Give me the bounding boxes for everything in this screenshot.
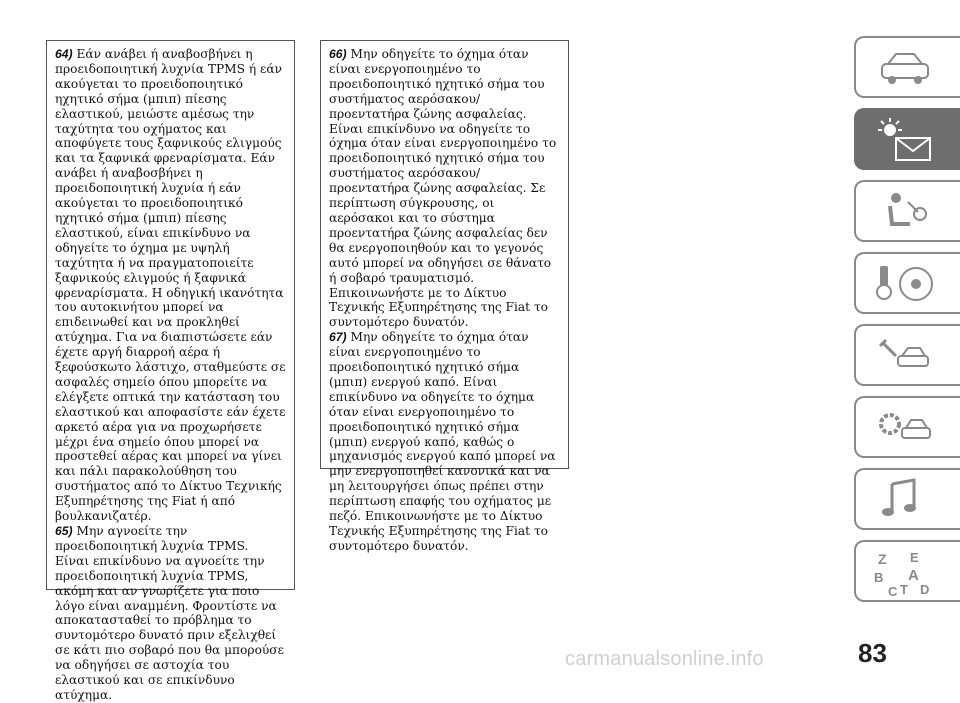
chapter-sidebar xyxy=(854,36,960,636)
wrench-car-icon xyxy=(870,332,940,380)
tab-car[interactable] xyxy=(854,36,960,98)
index-letter: B xyxy=(874,570,884,585)
tab-warning-lights[interactable] xyxy=(854,108,960,170)
note-65 xyxy=(55,524,286,703)
note-64-id: 64) xyxy=(55,47,73,61)
note-66-id: 66) xyxy=(329,47,347,61)
music-note-icon xyxy=(870,476,940,524)
note-67-id: 67) xyxy=(329,330,347,345)
note-67 xyxy=(329,330,560,554)
car-icon xyxy=(870,44,940,92)
tab-starting-driving[interactable] xyxy=(854,252,960,314)
note-65-id: 65) xyxy=(55,524,73,538)
index-letter: C xyxy=(888,584,898,598)
note-64 xyxy=(55,47,286,524)
index-letter: A xyxy=(908,567,919,584)
index-letter: Z xyxy=(878,551,887,567)
index-letter: D xyxy=(920,582,930,597)
note-66 xyxy=(329,47,560,330)
left-warning-column xyxy=(46,40,295,702)
seat-airbag-icon xyxy=(870,188,940,236)
index-letter: T xyxy=(900,582,908,597)
note-64-text: Εάν ανάβει ή αναβοσβήνει η προειδοποιητική λυχνία TPMS ή εάν ακούγεται το προειδοποιητικό ηχητικό σήμα (μπιπ) πίεσης ελαστικού, μειώστε αμέσως την ταχύτητα του οχήματος και αποφύγετε τους ξαφνικούς ελιγμούς και τα ξαφνικά φρεναρίσματα. Εάν ανάβει ή αναβοσβήνει η προειδοποιητική λυχνία ή εάν ακούγεται το προειδοποιητικό ηχητικό σήμα (μπιπ) πίεσης ελαστικού, είναι επικίνδυνο να οδηγείτε το όχημα με υψηλή ταχύτητα ή να πραγματοποιείτε ξαφνικούς ελιγμούς ή ξαφνικά φρεναρίσματα. Η οδηγική ικανότητα του αυτοκινήτου μπορεί να επιδεινωθεί και να προκληθεί ατύχημα. Για να διαπιστώσετε εάν έχετε αργή διαρροή αέρα ή ξεφούσκωτο λάστιχο, σταθμεύστε σε ασφαλές σημείο όπου μπορείτε να ελέγξετε οπτικά την κατάσταση του ελαστικού και αποφασίστε εάν έχετε αρκετό αέρα για να προχωρήσετε μέχρι ένα σημείο όπου μπορεί να προστεθεί αέρας και μπορεί να γίνει και πάλι παρακολούθηση του συστήματος από το Δίκτυο Τεχνικής Εξυπηρέτησης της Fiat ή από βουλκανιζατέρ. xyxy=(55,47,286,524)
tab-safety[interactable] xyxy=(854,180,960,242)
tab-multimedia[interactable] xyxy=(854,468,960,530)
tab-maintenance[interactable] xyxy=(854,396,960,458)
tab-index[interactable] xyxy=(854,540,960,602)
tab-emergency[interactable] xyxy=(854,324,960,386)
key-steering-wheel-icon xyxy=(870,260,940,308)
watermark: carmanualsonline.info xyxy=(565,648,764,670)
note-67-text: Μην οδηγείτε το όχημα όταν είναι ενεργοποιημένο το προειδοποιητικό ηχητικό σήμα (μπιπ) ενεργού καπό. Είναι επικίνδυνο να οδηγείτε το όχημα όταν είναι ενεργοποιημένο το προειδοποιητικό ηχητικό σήμα (μπιπ) ενεργού καπό, καθώς ο μηχανισμός ενεργού καπό μπορεί να μην ενεργοποιηθεί κανονικά και να μη λειτουργήσει όπως πρέπει στην περίπτωση επαφής του οχήματος με πεζό. Επικοινωνήστε με το Δίκτυο Τεχνικής Εξυπηρέτησης της Fiat το συντομότερο δυνατόν. xyxy=(329,330,556,553)
note-66-text: Μην οδηγείτε το όχημα όταν είναι ενεργοποιημένο το προειδοποιητικό ηχητικό σήμα του συστήματος αερόσακου/προεντατήρα ζώνης ασφαλείας. Είναι επικίνδυνο να οδηγείτε το όχημα όταν είναι ενεργοποιημένο το προειδοποιητικό ηχητικό σήμα του συστήματος αερόσακου/προεντατήρα ζώνης ασφαλείας. Σε περίπτωση σύγκρουσης, οι αερόσακοι και το σύστημα προεντατήρα ζώνης ασφαλείας δεν θα ενεργοποιηθούν και το γεγονός αυτό μπορεί να οδηγήσει σε θάνατο ή σοβαρό τραυματισμό. Επικοινωνήστε με το Δίκτυο Τεχνικής Εξυπηρέτησης της Fiat το συντομότερο δυνατόν. xyxy=(329,47,557,330)
gear-car-icon xyxy=(870,404,940,452)
note-65-text: Μην αγνοείτε την προειδοποιητική λυχνία TPMS. Είναι επικίνδυνο να αγνοείτε την προειδοποιητική λυχνία TPMS, ακόμη και αν γνωρίζετε για ποιο λόγο είναι αναμμένη. Φροντίστε να αποκατασταθεί το πρόβλημα το συντομότερο δυνατό πριν εξελιχθεί σε κάτι πιο σοβαρό που θα μπορούσε να οδηγήσει σε αστοχία του ελαστικού και σε επικίνδυνο ατύχημα. xyxy=(55,524,284,702)
warning-light-envelope-icon xyxy=(870,116,940,164)
index-letter: E xyxy=(910,550,919,565)
right-warning-column xyxy=(320,40,569,553)
alphabet-index-icon xyxy=(870,548,940,598)
page-number: 83 xyxy=(858,638,887,668)
